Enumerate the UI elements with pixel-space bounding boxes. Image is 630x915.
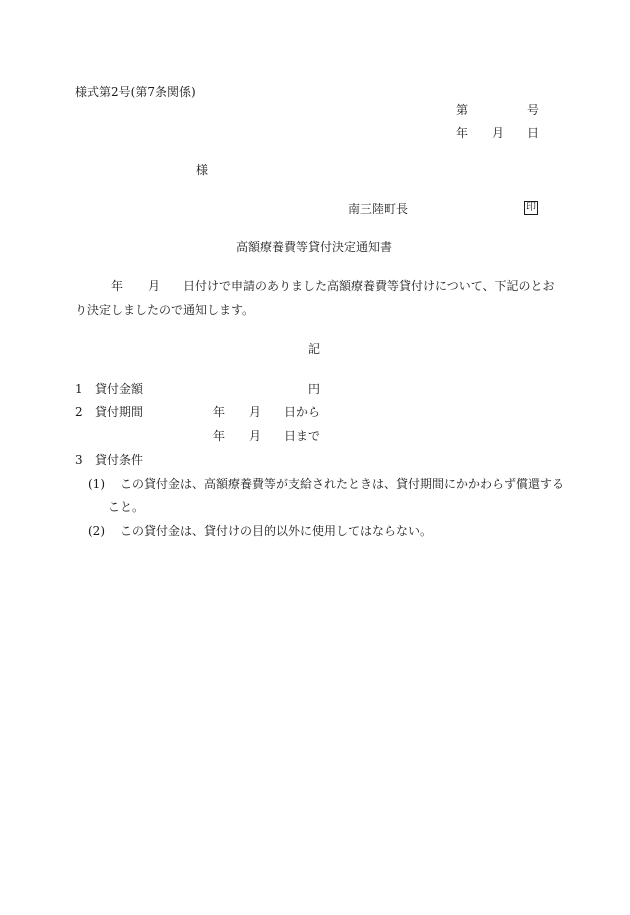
condition-2-number: (2): [88, 524, 105, 538]
condition-2-text: この貸付金は、貸付けの目的以外に使用してはならない。: [120, 524, 433, 538]
date-year: 年: [456, 126, 469, 140]
item-1-label: 貸付金額: [95, 382, 144, 396]
document-title: 高額療養費等貸付決定通知書: [236, 240, 393, 254]
date-day: 日: [527, 126, 540, 140]
item-1-number: 1: [75, 382, 83, 396]
condition-1-line-2: こと。: [108, 500, 145, 514]
period-from-day: 日から: [284, 405, 321, 419]
period-to-day: 日まで: [284, 429, 321, 443]
period-from-month: 月: [249, 405, 262, 419]
condition-1-line-1: この貸付金は、高額療養費等が支給されたときは、貸付期間にかかわらず償還する: [120, 477, 565, 491]
seal-mark: 印: [526, 202, 536, 213]
issuer-name: 南三陸町長: [348, 202, 409, 216]
item-2-label: 貸付期間: [95, 405, 144, 419]
body-month: 月: [148, 279, 161, 293]
item-3-label: 貸付条件: [95, 453, 144, 467]
body-line-1: 日付けで申請のありました高額療養費等貸付けについて、下記のとお: [183, 279, 555, 293]
ref-go: 号: [527, 103, 540, 117]
condition-1-number: (1): [88, 477, 105, 491]
addressee-suffix: 様: [196, 163, 209, 177]
item-2-number: 2: [75, 405, 83, 419]
date-month: 月: [492, 126, 505, 140]
period-from-year: 年: [213, 405, 226, 419]
form-number: 様式第2号(第7条関係): [75, 85, 196, 99]
period-to-year: 年: [213, 429, 226, 443]
body-year: 年: [111, 279, 124, 293]
body-line-2: り決定しましたので通知します。: [75, 303, 255, 317]
period-to-month: 月: [249, 429, 262, 443]
ref-dai: 第: [456, 103, 469, 117]
ki-heading: 記: [308, 342, 321, 356]
item-1-unit: 円: [308, 382, 321, 396]
item-3-number: 3: [75, 453, 83, 467]
